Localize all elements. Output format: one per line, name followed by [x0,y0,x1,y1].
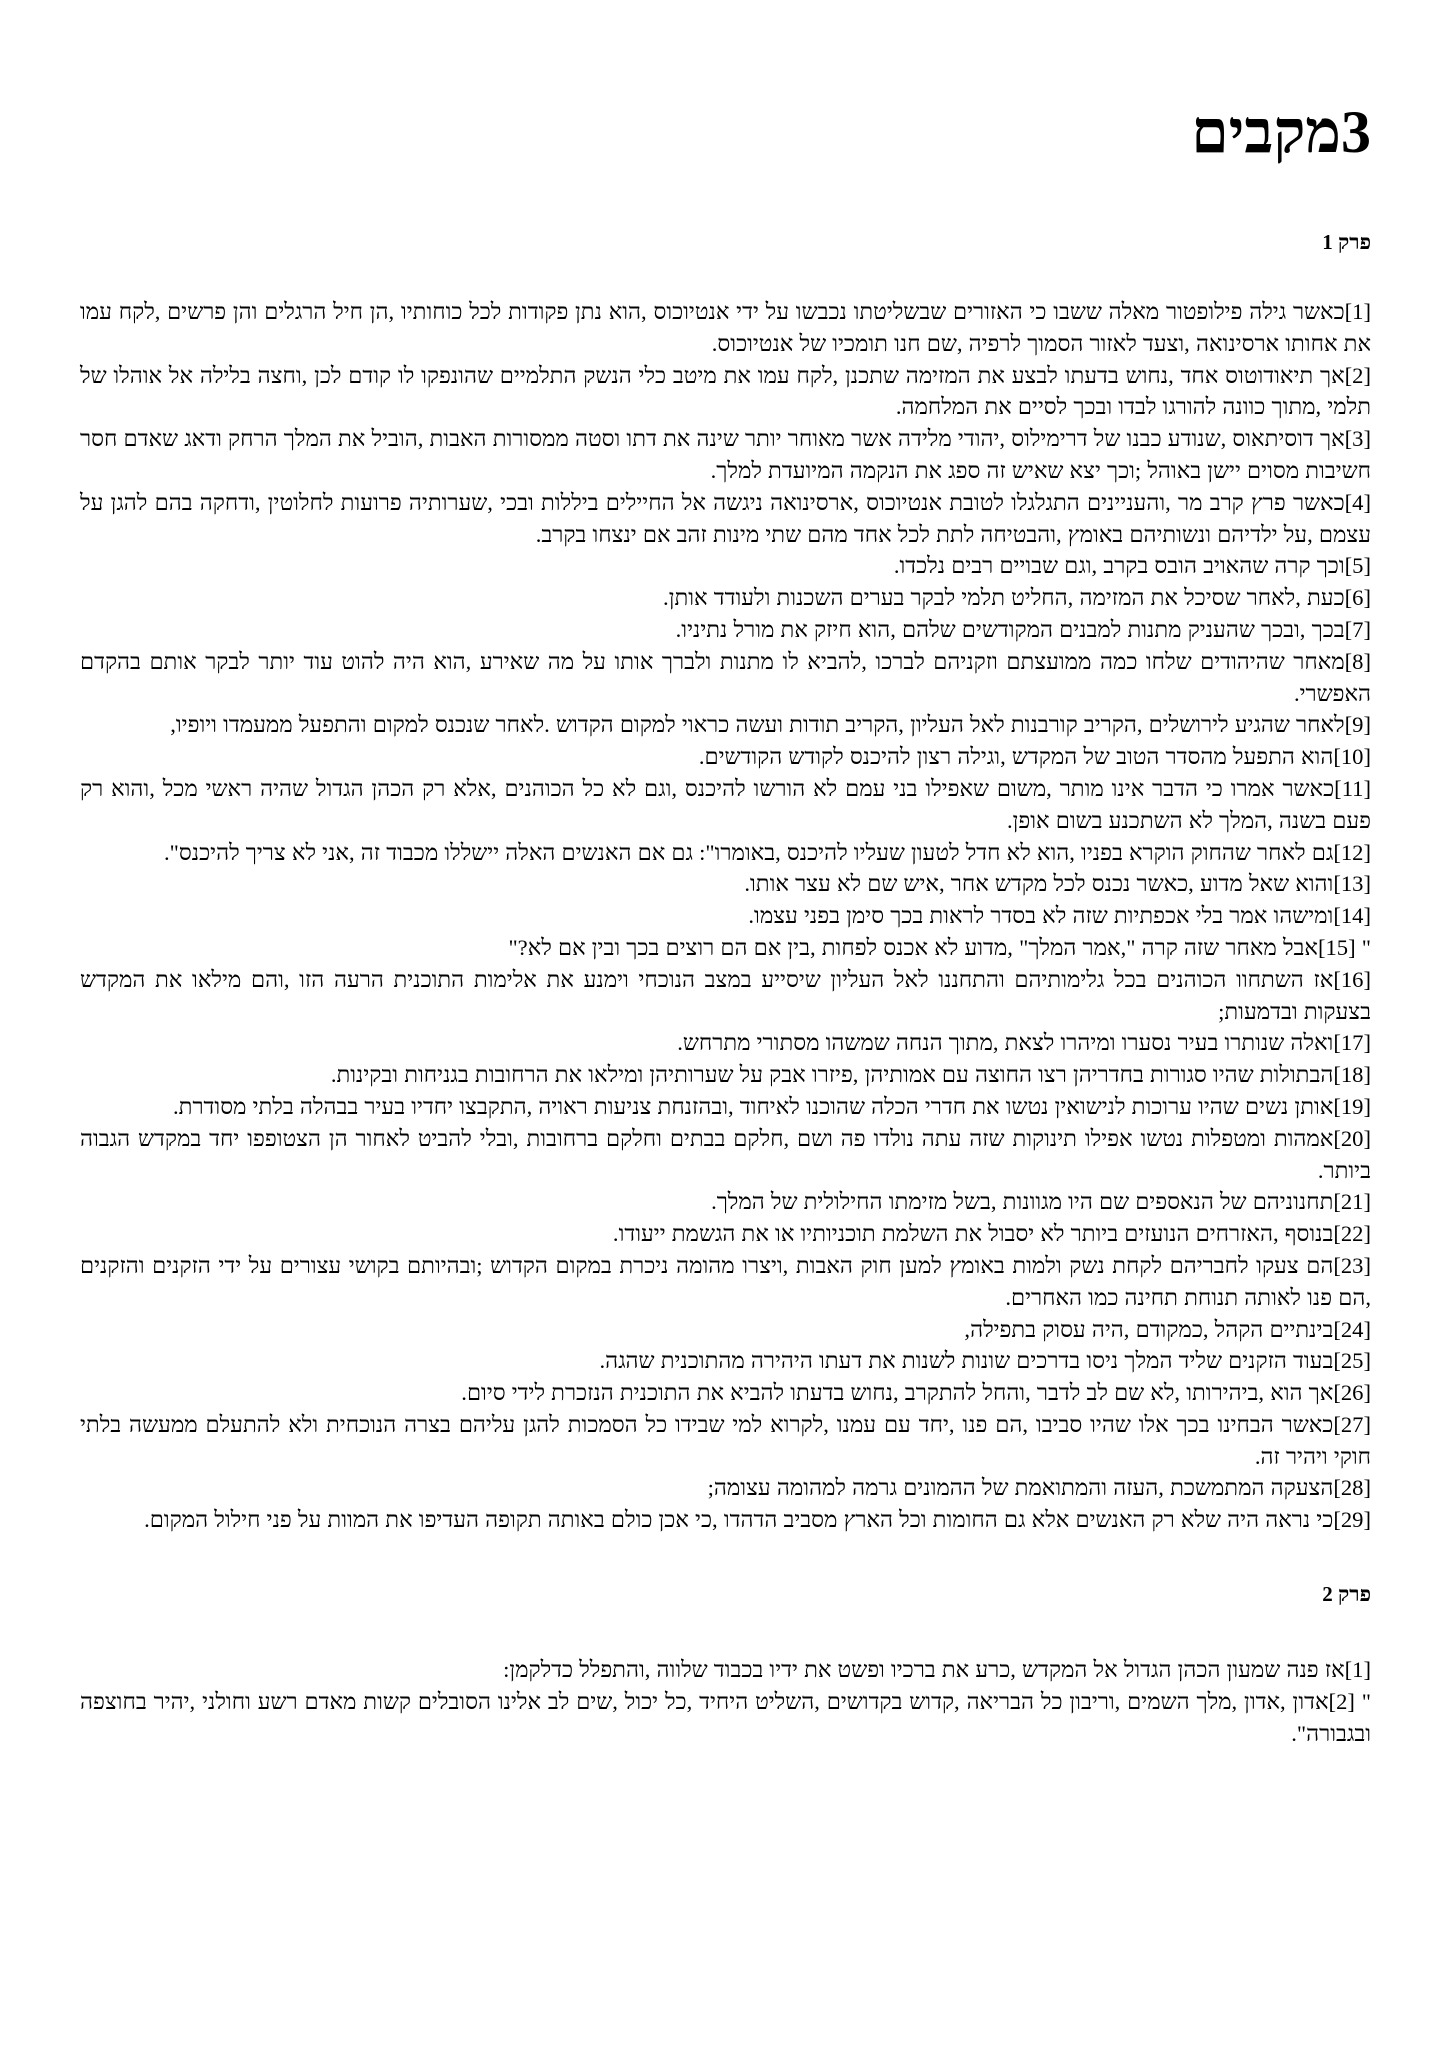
verse-number: [21] [1333,1189,1371,1215]
verse-text: הבתולות שהיו סגורות בחדריהן רצו החוצה עם אמותיהן ,פיזרו אבק על שערותיהן ומילאו את הרחובות בגניחות ובקינות. [330,1062,1334,1088]
verse-number: [12] [1333,839,1371,865]
verse [80,1250,1371,1314]
verse-text: גם לאחר שהחוק הוקרא בפניו ,הוא לא חדל לטעון שעליו להיכנס ,באומרו": גם אם האנשים האלה יישללו מכבוד זה ,אני לא צריך להיכנס". [164,839,1334,865]
verse-text: והוא שאל מדוע ,כאשר נכנס לכל מקדש אחר ,איש שם לא עצר אותו. [744,871,1334,897]
verse-text: בעוד הזקנים שליד המלך ניסו בדרכים שונות לשנות את דעתו היהירה מהתוכנית שהגה. [599,1348,1334,1374]
verse [80,964,1371,1028]
verse-number: [5] [1344,553,1371,579]
verse-number: [25] [1333,1348,1371,1374]
verse [80,1091,1371,1123]
verse-text: הצעקה המתמשכת ,העזה והמתואמת של ההמונים גרמה למהומה עצומה; [707,1475,1334,1501]
verse-text: אז השתחוו הכוהנים בכל גלימותיהם והתחננו לאל העליון שיסייע במצב הנוכחי וימנע את אלימות התוכנית הרעה הזו ,והם מילאו את המקדש בצעקות ובדמעות; [80,966,1371,1024]
verse-number: [29] [1333,1507,1371,1533]
verse-number: [16] [1333,966,1371,992]
verse-number: " [2] [1328,1688,1371,1714]
verse-number: [8] [1344,648,1371,674]
verse-number: [10] [1333,744,1371,770]
verse-number: [4] [1344,489,1371,515]
verse-number: [2] [1344,362,1371,388]
verse [80,932,1371,964]
verse [80,773,1371,837]
chapter-heading: פרק 2 [1322,1582,1371,1607]
verse-text: הוא התפעל מהסדר הטוב של המקדש ,וגילה רצון להיכנס לקודש הקודשים. [698,744,1334,770]
verse-number: [9] [1344,712,1371,738]
verse-text: ומישהו אמר בלי אכפתיות שזה לא בסדר לראות בכך סימן בפני עצמו. [748,903,1334,929]
verse-number: [1] [1344,1657,1371,1683]
verse-text: אך דוסיתאוס ,שנודע כבנו של דרימילוס ,יהודי מלידה אשר מאוחר יותר שינה את דתו וסטה ממסורות האבות ,הוביל את המלך הרחק ודאג שאדם חסר חשיבות מסוים יישן באוהל ;וכך יצא שאיש זה ספג את הנקמה המיועדת למלך. [80,426,1371,483]
verse-text: כעת ,לאחר שסיכל את המזימה ,החליט תלמי לבקר בערים השכנות ולעודד אותן. [663,585,1345,611]
verse-number: [26] [1333,1380,1371,1406]
verse [80,646,1371,710]
verse-text: אדון ,אדון ,מלך השמים ,וריבון כל הבריאה ,קדוש בקדושים ,השליט היחיד ,כל יכול ,שים לב אלינו הסובלים קשות מאדם רשע וחולני ,יהיר בחוצפה ובגבורה". [80,1688,1371,1746]
chapter-2 [80,1580,1371,1749]
verse-text: לאחר שהגיע לירושלים ,הקריב קורבנות לאל העליון ,הקריב תודות ועשה כראוי למקום הקדוש .לאחר שנכנס למקום והתפעל ממעמדו ויופיו, [170,712,1345,738]
verse [80,550,1371,582]
document-title: 3מקבים [1191,99,1371,165]
chapter-heading: פרק 1 [1322,230,1371,254]
verse [80,487,1371,551]
verse-number: [27] [1333,1411,1371,1437]
verse [80,1409,1371,1473]
verse-text: אותן נשים שהיו ערוכות לנישואין נטשו את חדרי הכלה שהוכנו לאיחוד ,ובהזנחת צניעות ראויה ,התקבצו יחדיו בעיר בבהלה בלתי מסודרת. [173,1093,1334,1119]
verse-number: [23] [1333,1252,1371,1278]
verse [80,1377,1371,1409]
verse-number: [13] [1333,871,1371,897]
verse-number: [18] [1333,1062,1371,1088]
verse-text: אבל מאחר שזה קרה ",אמר המלך" ,מדוע לא אכנס לפחות ,בין אם הם רוצים בכך ובין אם לא?" [508,934,1318,960]
verse-text: כי נראה היה שלא רק האנשים אלא גם החומות וכל הארץ מסביב הדהדו ,כי אכן כולם באותה תקופה העדיפו את המוות על פני חילול המקום. [144,1507,1334,1533]
verse [80,900,1371,932]
verse-text: וכך קרה שהאויב הובס בקרב ,וגם שבויים רבים נלכדו. [893,553,1345,579]
verse-text: ואלה שנותרו בעיר נסערו ומיהרו לצאת ,מתוך הנחה שמשהו מסתורי מתרחש. [677,1030,1334,1056]
document-page [80,0,1371,1749]
verse-text: אך תיאודוטוס אחד ,נחוש בדעתו לבצע את המזימה שתכנן ,לקח עמו את מיטב כלי הנשק התלמיים שהונפקו לו קודם לכן ,וחצה בלילה אל אוהלו של תלמי ,מתוך כוונה להורגו לבדו ובכך לסיים את המלחמה. [80,362,1371,420]
verse [80,582,1371,614]
verse [80,1314,1371,1346]
verse [80,1504,1371,1536]
verse-text: כאשר אמרו כי הדבר אינו מותר ,משום שאפילו בני עמם לא הורשו להיכנס ,וגם לא כל הכוהנים ,אלא רק הכהן הגדול שהיה ראשי מכל ,והוא רק פעם בשנה ,המלך לא השתכנע בשום אופן. [80,775,1371,833]
verse-text: אך הוא ,ביהירותו ,לא שם לב לדבר ,והחל להתקרב ,נחוש בדעתו להביא את התוכנית הנזכרת לידי סיום. [461,1380,1334,1406]
verse [80,868,1371,900]
verse [80,1218,1371,1250]
verse-text: כאשר פרץ קרב מר ,והעניינים התגלגלו לטובת אנטיוכוס ,ארסינואה ניגשה אל החיילים ביללות ובכי ,שערותיה פרועות לחלוטין ,ודחקה בהם להגן על עצמם ,על ילדיהם ונשותיהם באומץ ,והבטיחה לתת לכל אחד מהם שתי מינות זהב אם ינצחו בקרב. [80,489,1371,547]
verse-number: [28] [1333,1475,1371,1501]
verse-text: בינתיים הקהל ,כמקודם ,היה עסוק בתפילה, [964,1316,1334,1342]
verse-list [80,1654,1371,1749]
verse-text: כאשר הבחינו בכך אלו שהיו סביבו ,הם פנו ,יחד עם עמנו ,לקרוא למי שבידו כל הסמכות להגן עליהם בצרה הנוכחית ולא להתעלם ממעשה בלתי חוקי ויהיר זה. [80,1411,1371,1469]
verse [80,1123,1371,1187]
verse-number: [19] [1333,1093,1371,1119]
verse [80,1345,1371,1377]
verse [80,1059,1371,1091]
verse-number: [22] [1333,1221,1371,1247]
verse-number: [14] [1333,903,1371,929]
verse-text: כאשר גילה פילופטור מאלה ששבו כי האזורים שבשליטתו נכבשו על ידי אנטיוכוס ,הוא נתן פקודות לכל כוחותיו ,הן חיל הרגלים והן פרשים ,לקח עמו את אחותו ארסינואה ,וצעד לאזור הסמוך לרפיה ,שם חנו תומכיו של אנטיוכוס. [80,299,1371,356]
verse-number: [11] [1334,775,1371,801]
verse-number: [20] [1333,1125,1371,1151]
verse-text: אמהות ומטפלות נטשו אפילו תינוקות שזה עתה נולדו פה ושם ,חלקם בבתים וחלקם ברחובות ,ובלי להביט לאחור הן הצטופפו יחד במקדש הגבוה ביותר. [80,1125,1371,1183]
verse [80,423,1371,487]
verse [80,360,1371,424]
verse-text: אז פנה שמעון הכהן הגדול אל המקדש ,כרע את ברכיו ופשט את ידיו בכבוד שלווה ,והתפלל כדלקמן: [503,1657,1345,1683]
verse-number: [17] [1333,1030,1371,1056]
chapter-1 [80,228,1371,1536]
verse-number: [7] [1344,616,1371,642]
verse [80,1654,1371,1686]
verse-number: [6] [1344,585,1371,611]
verse [80,1027,1371,1059]
verse-number: " [15] [1317,934,1371,960]
verse-number: [1] [1344,299,1371,324]
verse [80,1472,1371,1504]
verse-text: תחנוניהם של הנאספים שם היו מגוונות ,בשל מזימתו החילולית של המלך. [711,1189,1334,1215]
verse [80,709,1371,741]
verse-text: מאחר שהיהודים שלחו כמה ממועצתם וזקניהם לברכו ,להביא לו מתנות ולברך אותו על מה שאירע ,הוא היה להוט עוד יותר לבקר אותם בהקדם האפשרי. [80,648,1371,706]
verse-number: [24] [1333,1316,1371,1342]
verse-text: הם צעקו לחבריהם לקחת נשק ולמות באומץ למען חוק האבות ,ויצרו מהומה ניכרת במקום הקדוש ;ובהיותם בקושי עצורים על ידי הזקנים והזקנים ,הם פנו לאותה תנוחת תחינה כמו האחרים. [80,1252,1371,1310]
verse [80,296,1371,360]
verse-text: בכך ,ובכך שהעניק מתנות למבנים המקודשים שלהם ,הוא חיזק את מורל נתיניו. [675,616,1345,642]
verse-number: [3] [1344,426,1371,452]
verse [80,1186,1371,1218]
verse-list [80,296,1371,1536]
verse [80,741,1371,773]
verse [80,837,1371,869]
verse [80,614,1371,646]
verse-text: בנוסף ,האזרחים הנועזים ביותר לא יסבול את השלמת תוכניותיו או את הגשמת ייעודו. [612,1221,1334,1247]
verse [80,1686,1371,1750]
